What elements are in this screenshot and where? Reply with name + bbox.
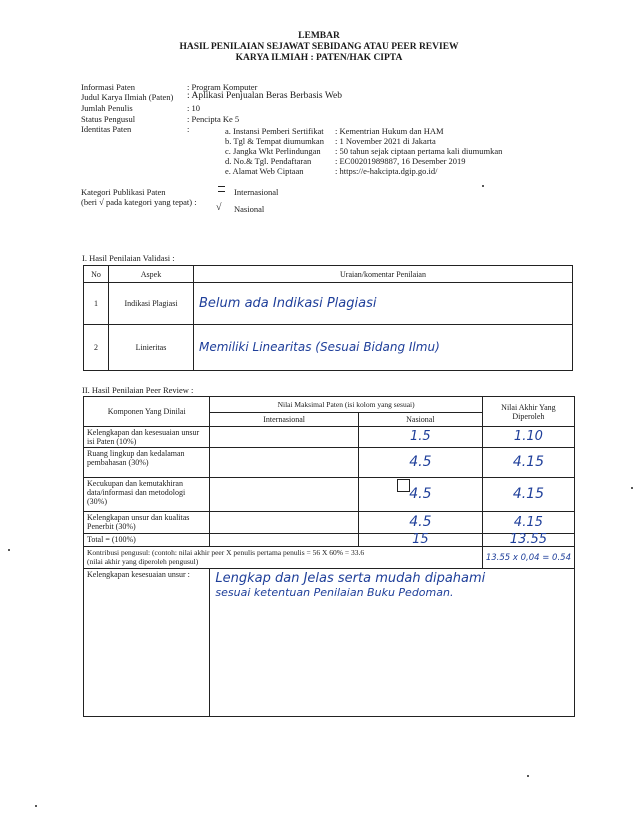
table-row [84, 534, 575, 547]
peer-nasional-handwritten: 4.5 [409, 453, 432, 470]
scan-square-mark [397, 479, 410, 492]
peer-review-table [83, 396, 575, 717]
table-row [84, 478, 575, 512]
peer-kelengkapan-line2: sesuai ketentuan Penilaian Buku Pedoman. [215, 586, 454, 599]
peer-row-internasional [210, 448, 359, 478]
peer-row-nasional [358, 427, 482, 448]
peer-row-nasional [358, 448, 482, 478]
peer-kontribusi-handwritten: 13.55 x 0,04 = 0.54 [485, 552, 571, 563]
peer-row-akhir [482, 478, 574, 512]
identity-value-0: : Kementrian Hukum dan HAM [335, 126, 444, 136]
info-label-4: Identitas Paten [81, 124, 132, 134]
category-checkbox-internasional[interactable] [218, 186, 225, 187]
validasi-row-no: 1 [84, 283, 109, 325]
peer-kontribusi-cell [84, 547, 483, 569]
peer-akhir-handwritten: 4.15 [513, 514, 543, 530]
table-row [84, 448, 575, 478]
peer-col-internasional: Internasional [210, 413, 359, 427]
identity-label-0: a. Instansi Pemberi Sertifikat [225, 126, 324, 136]
peer-kontribusi-text: Kontribusi pengusul: (contoh: nilai akhir peer X penulis pertama penulis = 56 X 60% = 33.6 [87, 548, 365, 557]
scan-dot [631, 487, 633, 489]
peer-total-akhir [482, 534, 574, 547]
info-value-1: : Aplikasi Penjualan Beras Berbasis Web [187, 91, 342, 101]
peer-col-nasional: Nasional [358, 413, 482, 427]
table-row [84, 283, 573, 325]
peer-row-internasional [210, 512, 359, 534]
info-label-3: Status Pengusul [81, 114, 136, 124]
peer-row-akhir [482, 512, 574, 534]
peer-row-nasional [358, 478, 482, 512]
identity-value-3: : EC00201989887, 16 Desember 2019 [335, 156, 466, 166]
peer-total-nasional-handwritten: 15 [412, 532, 429, 547]
peer-total-akhir-handwritten: 13.55 [509, 532, 548, 547]
validasi-row-aspek: Linieritas [109, 325, 194, 371]
info-value-2: : 10 [187, 103, 200, 113]
peer-col-maks: Nilai Maksimal Paten (isi kolom yang sesuai) [210, 397, 482, 413]
peer-row-komponen: Kecukupan dan kemutakhiran data/informasi dan metodologi (30%) [84, 478, 210, 512]
identity-value-2: : 50 tahun sejak ciptaan pertama kali diumumkan [335, 146, 503, 156]
identity-label-1: b. Tgl & Tempat diumumkan [225, 136, 324, 146]
peer-row-nasional [358, 512, 482, 534]
validasi-row-komentar [194, 325, 573, 371]
category-checkmark: √ [216, 202, 222, 213]
peer-akhir-handwritten: 4.15 [512, 453, 544, 470]
peer-kelengkapan-label: Kelengkapan kesesuaian unsur : [84, 569, 210, 717]
validasi-row-aspek: Indikasi Plagiasi [109, 283, 194, 325]
info-value-4: : [187, 124, 190, 134]
scan-dot [35, 805, 37, 807]
category-label: Kategori Publikasi Paten [81, 187, 166, 197]
peer-row-akhir [482, 427, 574, 448]
peer-nasional-handwritten: 1.5 [410, 429, 431, 444]
peer-row-internasional [210, 478, 359, 512]
peer-row-komponen: Kelengkapan dan kesesuaian unsur isi Paten (10%) [84, 427, 210, 448]
peer-kontribusi-value-cell [482, 547, 574, 569]
peer-akhir-handwritten: 4.15 [512, 485, 544, 502]
identity-value-4: : https://e-hakcipta.dgip.go.id/ [335, 166, 438, 176]
category-option-nasional: Nasional [234, 204, 265, 214]
validasi-row-komentar [194, 283, 573, 325]
validasi-col-aspek: Aspek [109, 266, 194, 283]
validasi-table [83, 265, 573, 371]
table-row [84, 547, 575, 569]
category-hint: (beri √ pada kategori yang tepat) : [81, 197, 197, 207]
info-label-1: Judul Karya Ilmiah (Paten) [81, 92, 174, 102]
validasi-komentar-handwritten: Memiliki Linearitas (Sesuai Bidang Ilmu) [199, 339, 440, 354]
peer-nasional-handwritten: 4.5 [409, 513, 432, 530]
scan-dot [482, 185, 484, 187]
validasi-col-uraian: Uraian/komentar Penilaian [194, 266, 573, 283]
peer-row-komponen: Kelengkapan unsur dan kualitas Penerbit (30%) [84, 512, 210, 534]
scan-dot [8, 549, 10, 551]
validasi-col-no: No [84, 266, 109, 283]
validasi-header-row [84, 266, 573, 283]
doc-title-line3: KARYA ILMIAH : PATEN/HAK CIPTA [235, 53, 403, 63]
category-checkbox-line [218, 191, 225, 192]
peer-row-internasional [210, 427, 359, 448]
table-row [84, 569, 575, 717]
peer-kelengkapan-cell [210, 569, 575, 717]
peer-akhir-handwritten: 1.10 [513, 429, 543, 444]
category-option-internasional: Internasional [234, 187, 279, 197]
validasi-row-no: 2 [84, 325, 109, 371]
table-row [84, 325, 573, 371]
table-row [84, 427, 575, 448]
peer-total-label: Total = (100%) [84, 534, 210, 547]
scan-dot [527, 775, 529, 777]
info-value-0: : Program Komputer [187, 82, 258, 92]
section-peer-review-heading: II. Hasil Penilaian Peer Review : [82, 385, 194, 395]
info-label-0: Informasi Paten [81, 82, 136, 92]
peer-nasional-handwritten: 4.5 [409, 485, 432, 502]
section-validasi-heading: I. Hasil Penilaian Validasi : [82, 253, 175, 263]
doc-title-line2: HASIL PENILAIAN SEJAWAT SEBIDANG ATAU PEER REVIEW [179, 42, 459, 52]
identity-label-2: c. Jangka Wkt Perlindungan [225, 146, 321, 156]
validasi-komentar-handwritten: Belum ada Indikasi Plagiasi [199, 295, 377, 311]
peer-kontribusi-note: (nilai akhir yang diperoleh pengusul) [87, 557, 199, 566]
peer-total-nasional [358, 534, 482, 547]
peer-col-akhir: Nilai Akhir Yang Diperoleh [482, 397, 574, 427]
info-label-2: Jumlah Penulis [81, 103, 133, 113]
identity-label-4: e. Alamat Web Ciptaan [225, 166, 304, 176]
peer-total-internasional [210, 534, 359, 547]
identity-value-1: : 1 November 2021 di Jakarta [335, 136, 436, 146]
info-value-3: : Pencipta Ke 5 [187, 114, 240, 124]
peer-row-komponen: Ruang lingkup dan kedalaman pembahasan (30%) [84, 448, 210, 478]
doc-title-line1: LEMBAR [298, 31, 340, 41]
identity-label-3: d. No.& Tgl. Pendaftaran [225, 156, 312, 166]
table-row [84, 512, 575, 534]
peer-col-komponen: Komponen Yang Dinilai [84, 397, 210, 427]
peer-row-akhir [482, 448, 574, 478]
peer-kelengkapan-line1: Lengkap dan Jelas serta mudah dipahami [215, 571, 486, 586]
